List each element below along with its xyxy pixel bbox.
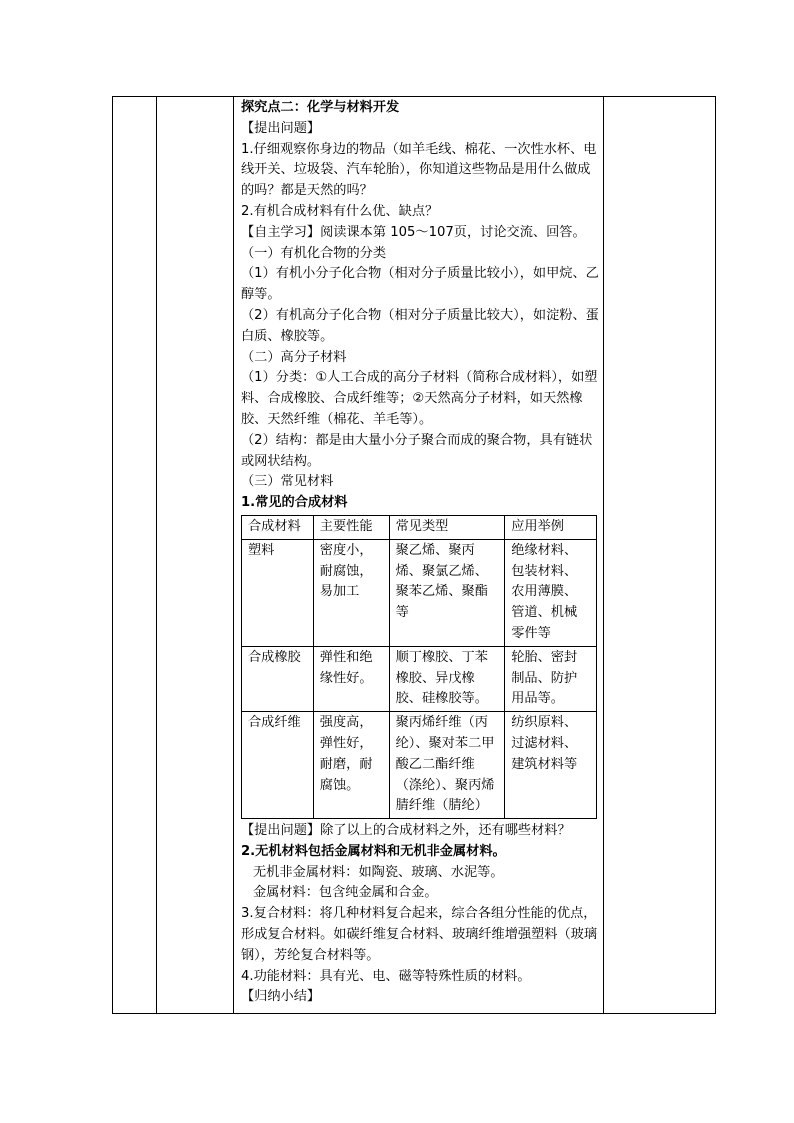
materials-table	[241, 515, 597, 819]
paragraph: （二）高分子材料	[241, 349, 347, 365]
table-cell: 弹性和绝缘性好。	[313, 646, 389, 711]
table-cell: 聚乙烯、聚丙烯、聚氯乙烯、聚苯乙烯、聚酯等	[389, 539, 505, 646]
lesson-content	[241, 98, 599, 1008]
table-cell: 塑料	[242, 539, 314, 646]
paragraph: 2.无机材料包括金属材料和无机非金属材料。	[241, 843, 506, 859]
table-cell: 合成橡胶	[242, 646, 314, 711]
column-divider	[603, 97, 604, 1013]
column-divider	[233, 97, 234, 1013]
paragraph: 无机非金属材料：如陶瓷、玻璃、水泥等。	[253, 864, 504, 880]
paragraph: 【提出问题】	[241, 120, 321, 136]
paragraph: （1）分类：①人工合成的高分子材料（简称合成材料），如塑料、合成橡胶、合成纤维等；②天然高分子材料，如天然橡胶、天然纤维（棉花、羊毛等）。	[241, 370, 598, 427]
column-divider	[156, 97, 157, 1013]
paragraph: 2.有机合成材料有什么优、缺点？	[241, 203, 439, 219]
section-title: 探究点二：化学与材料开发	[241, 100, 400, 115]
paragraph: 金属材料：包含纯金属和合金。	[253, 885, 438, 901]
paragraph: 4.功能材料：具有光、电、磁等特殊性质的材料。	[241, 968, 531, 984]
paragraph: （三）常见材料	[241, 474, 334, 490]
header-cell: 合成材料	[242, 515, 314, 539]
table-cell: 纺织原料、过滤材料、建筑材料等	[505, 712, 597, 819]
paragraph: 1.仔细观察你身边的物品（如羊毛线、棉花、一次性水杯、电线开关、垃圾袋、汽车轮胎），你知道这些物品是用什么做成的吗？都是天然的吗？	[241, 141, 597, 199]
table-cell: 绝缘材料、包装材料、农用薄膜、管道、机械零件等	[505, 539, 597, 646]
table-cell: 顺丁橡胶、丁苯橡胶、异戊橡胶、硅橡胶等。	[389, 646, 505, 711]
table-row	[242, 539, 597, 646]
table-row	[242, 646, 597, 711]
header-cell: 主要性能	[313, 515, 389, 539]
table-cell: 合成纤维	[242, 712, 314, 819]
paragraph: （2）有机高分子化合物（相对分子质量比较大），如淀粉、蛋白质、橡胶等。	[241, 307, 599, 344]
paragraph: （1）有机小分子化合物（相对分子质量比较小），如甲烷、乙醇等。	[241, 266, 599, 303]
table-cell: 密度小，耐腐蚀，易加工	[313, 539, 389, 646]
table-cell: 强度高，弹性好，耐磨，耐腐蚀。	[313, 712, 389, 819]
table-cell: 轮胎、密封制品、防护用品等。	[505, 646, 597, 711]
paragraph: 【自主学习】阅读课本第 105～107页，讨论交流、回答。	[241, 224, 586, 240]
table-row	[242, 712, 597, 819]
paragraph: 3.复合材料：将几种材料复合起来，综合各组分性能的优点，形成复合材料。如碳纤维复合材料、玻璃纤维增强塑料（玻璃钢），芳纶复合材料等。	[241, 906, 598, 963]
table-cell: 聚丙烯纤维（丙纶）、聚对苯二甲酸乙二酯纤维（涤纶）、聚丙烯腈纤维（腈纶）	[389, 712, 505, 819]
subheading: 1.常见的合成材料	[241, 495, 348, 511]
header-cell: 常见类型	[389, 515, 505, 539]
paragraph: （一）有机化合物的分类	[241, 245, 387, 261]
table-header-row	[242, 515, 597, 539]
paragraph: （2）结构：都是由大量小分子聚合而成的聚合物，具有链状或网状结构。	[241, 432, 593, 469]
header-cell: 应用举例	[505, 515, 597, 539]
paragraph: 【归纳小结】	[241, 989, 321, 1005]
paragraph: 【提出问题】除了以上的合成材料之外，还有哪些材料？	[241, 823, 571, 839]
